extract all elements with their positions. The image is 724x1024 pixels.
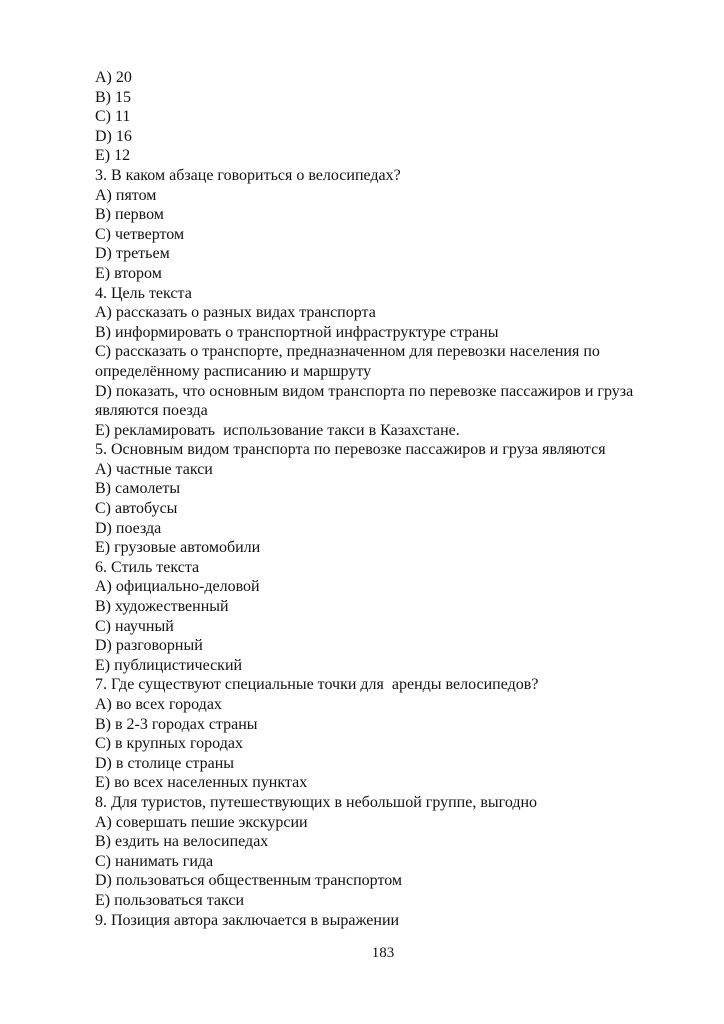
text-line: A) рассказать о разных видах транспорта	[95, 304, 376, 322]
text-line: B) информировать о транспортной инфраструктуре страны	[95, 323, 499, 341]
text-line: B) ездить на велосипедах	[95, 833, 269, 851]
text-line: D) 16	[95, 127, 132, 145]
text-line: C) нанимать гида	[95, 852, 214, 870]
text-line: C) четвертом	[95, 225, 185, 243]
text-line: E) грузовые автомобили	[95, 539, 261, 557]
text-line: B) самолеты	[95, 480, 181, 498]
text-line: C) научный	[95, 617, 174, 635]
text-line: 3. В каком абзаце говориться о велосипедах?	[95, 166, 401, 184]
text-line: B) в 2-3 городах страны	[95, 715, 258, 733]
text-line: A) официально-деловой	[95, 578, 260, 596]
text-line: являются поезда	[95, 402, 208, 420]
text-line: C) автобусы	[95, 500, 178, 518]
text-line: A) частные такси	[95, 460, 213, 478]
text-line: 6. Стиль текста	[95, 558, 200, 576]
text-line: C) 11	[95, 108, 131, 126]
text-line: D) разговорный	[95, 637, 203, 655]
text-line: D) поезда	[95, 519, 162, 537]
text-line: E) публицистический	[95, 656, 243, 674]
document-body	[95, 68, 695, 930]
text-line: D) пользоваться общественным транспортом	[95, 872, 403, 890]
text-line: C) рассказать о транспорте, предназначенном для перевозки населения по	[95, 343, 600, 361]
text-line: B) первом	[95, 206, 164, 224]
text-line: C) в крупных городах	[95, 735, 243, 753]
text-line: E) втором	[95, 264, 162, 282]
text-line: A) 20	[95, 69, 132, 86]
page-number: 183	[371, 945, 395, 961]
text-line: E) пользоваться такси	[95, 891, 245, 909]
text-line: 9. Позиция автора заключается в выражении	[95, 911, 400, 929]
text-line: D) показать, что основным видом транспорта по перевозке пассажиров и груза	[95, 382, 634, 400]
text-line: B) 15	[95, 88, 131, 106]
text-line: B) художественный	[95, 598, 229, 616]
text-line: E) во всех населенных пунктах	[95, 774, 308, 792]
text-line: 5. Основным видом транспорта по перевозке пассажиров и груза являются	[95, 441, 606, 459]
text-line: 8. Для туристов, путешествующих в небольшой группе, выгодно	[95, 793, 538, 811]
text-line: A) во всех городах	[95, 696, 222, 713]
text-line: E) рекламировать использование такси в Казахстане.	[95, 421, 460, 439]
text-line: D) в столице страны	[95, 754, 235, 772]
text-line: D) третьем	[95, 245, 170, 263]
text-line: A) совершать пешие экскурсии	[95, 813, 308, 831]
text-line: 4. Цель текста	[95, 284, 192, 302]
text-line: определённому расписанию и маршруту	[95, 362, 372, 380]
text-line: 7. Где существуют специальные точки для аренды велосипедов?	[95, 676, 539, 694]
text-line: E) 12	[95, 147, 131, 165]
text-line: A) пятом	[95, 186, 157, 204]
